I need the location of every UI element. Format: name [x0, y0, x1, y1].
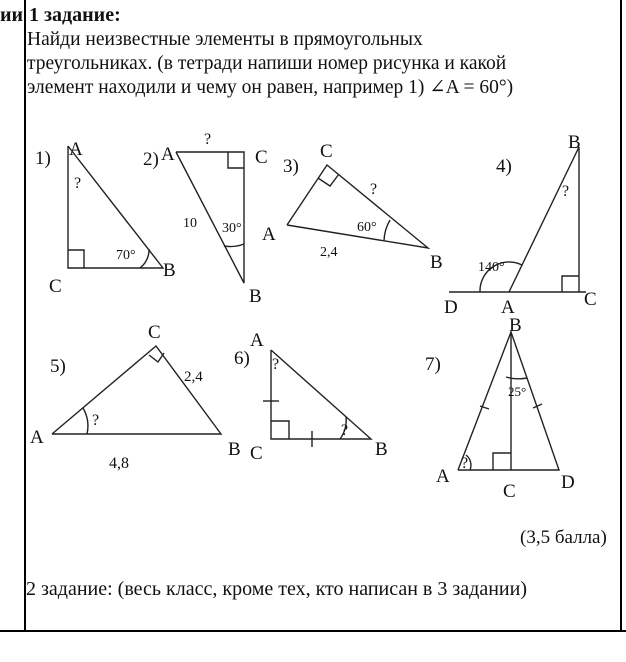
figure-7-unknown: ? [461, 455, 469, 472]
figure-5-label-b: B [228, 439, 241, 460]
figure-6-label-b: B [375, 439, 388, 460]
figure-2-unknown: ? [204, 131, 212, 148]
figure-3-unknown: ? [370, 181, 378, 198]
figure-2-label-c: C [255, 147, 268, 168]
figure-7-label-d: D [561, 472, 575, 493]
figure-7-label-b: B [509, 315, 522, 336]
figure-6-label-a: A [250, 330, 264, 351]
figure-4-triangle [449, 147, 586, 292]
figure-4-unknown: ? [562, 183, 570, 200]
figure-3-label-a: A [262, 224, 276, 245]
figure-1-unknown: ? [74, 175, 82, 192]
figure-6-label-c: C [250, 443, 263, 464]
figure-7-triangle [458, 332, 559, 470]
figure-6-unknown-a: ? [272, 356, 280, 373]
figure-3-triangle [287, 165, 428, 248]
figure-5-unknown: ? [92, 412, 100, 429]
figure-1-label-b: B [163, 260, 176, 281]
figure-3-side: 2,4 [320, 245, 338, 260]
figure-7-angle: 25° [508, 384, 527, 399]
figure-6-triangle [263, 350, 371, 447]
task-line: Найди неизвестные элементы в прямоугольных [27, 29, 423, 50]
figure-1-number: 1) [35, 148, 51, 169]
figure-4-label-d: D [444, 297, 458, 318]
figure-4-angle: 140° [478, 260, 505, 275]
left-column-fragment: ии [0, 4, 24, 26]
figure-5-number: 5) [50, 356, 66, 377]
figure-5-label-c: C [148, 322, 161, 343]
figure-2-label-a: A [161, 144, 175, 165]
task-line: треугольниках. (в тетради напиши номер рисунка и какой [27, 53, 507, 74]
figure-5-side-ab: 4,8 [109, 455, 129, 472]
figure-7-number: 7) [425, 354, 441, 375]
figure-4-label-b: B [568, 132, 581, 153]
figure-5-triangle [52, 346, 221, 434]
figure-2-label-b: B [249, 286, 262, 307]
figure-1-angle: 70° [116, 248, 136, 263]
score-label: (3,5 балла) [520, 527, 607, 548]
figure-1-label-a: A [69, 139, 83, 160]
task-title: 1 задание: [29, 4, 121, 26]
figure-6-number: 6) [234, 348, 250, 369]
figure-3-label-b: B [430, 252, 443, 273]
figure-3-number: 3) [283, 156, 299, 177]
figure-4-number: 4) [496, 156, 512, 177]
figure-2-number: 2) [143, 149, 159, 170]
figure-2-side: 10 [183, 216, 197, 231]
figure-5-label-a: A [30, 427, 44, 448]
figure-6-unknown-b: ? [341, 422, 349, 439]
figure-7-label-a: A [436, 466, 450, 487]
task-line: элемент находили и чему он равен, например 1) ∠A = 60°) [27, 77, 514, 98]
figure-1-label-c: C [49, 276, 62, 297]
task-2-heading: 2 задание: (весь класс, кроме тех, кто написан в 3 задании) [26, 578, 527, 600]
figure-4-label-a: A [501, 297, 515, 318]
figure-3-label-c: C [320, 141, 333, 162]
figure-3-angle: 60° [357, 220, 377, 235]
figure-5-side-cb: 2,4 [184, 369, 203, 385]
figure-2-angle: 30° [222, 221, 242, 236]
figure-7-label-c: C [503, 481, 516, 502]
figure-4-label-c: C [584, 289, 597, 310]
